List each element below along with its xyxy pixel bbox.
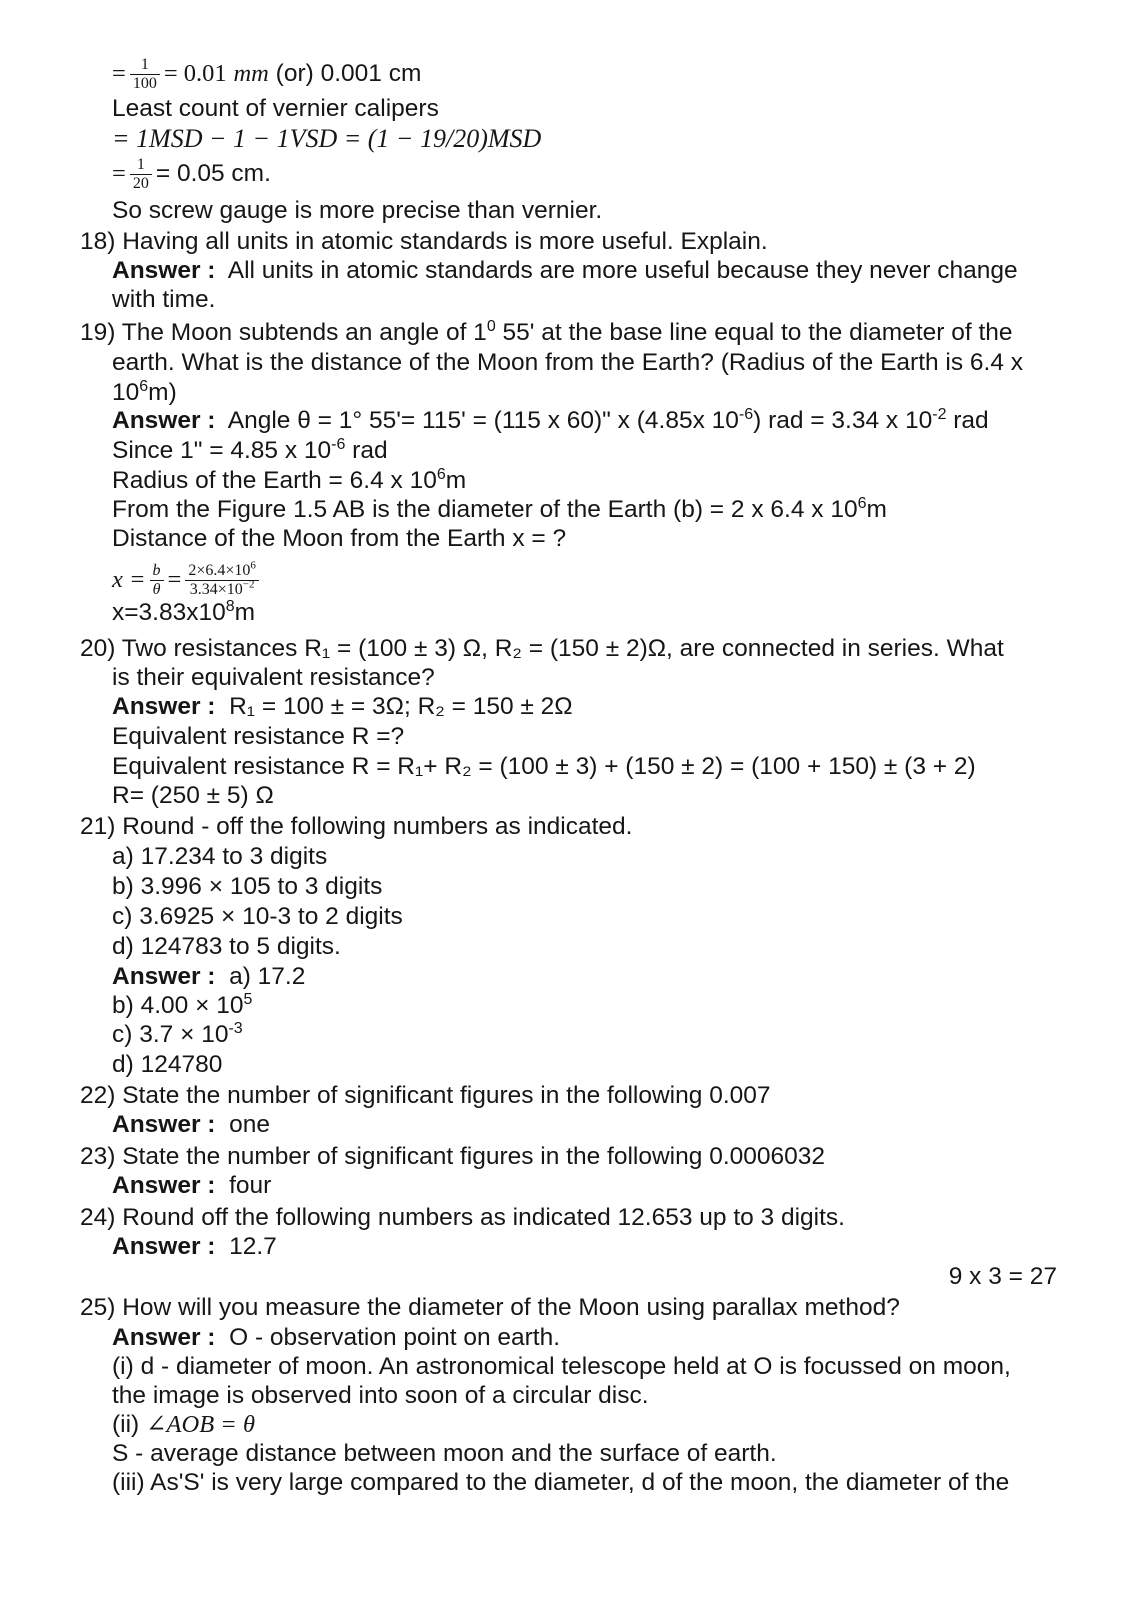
answer-19-line-4: From the Figure 1.5 AB is the diameter of the Earth (b) = 2 x 6.4 x $10^6m$ [112, 494, 887, 523]
answer-label: Answer : [112, 257, 216, 284]
answer-22: Answer : one [112, 1111, 270, 1138]
answer-19-line-2: Since 1" = 4.85 x $10^{-6}$ rad [112, 435, 388, 464]
answer-19-line-5: Distance of the Moon from the Earth x = ? [112, 525, 567, 552]
answer-25-line-5: S - average distance between moon and the surface of earth. [112, 1440, 777, 1467]
answer-label: Answer : [112, 1172, 216, 1199]
answer-21-line-4: d) 124780 [112, 1051, 223, 1078]
text-line: Least count of vernier calipers [112, 95, 439, 122]
answer-25-line-2: (i) d - diameter of moon. An astronomical telescope held at O is focussed on moon, [112, 1353, 1011, 1380]
answer-label: Answer : [112, 693, 216, 720]
answer-25-line-4: (ii) ∠AOB = θ [112, 1411, 256, 1438]
answer-18-line-2: with time. [112, 286, 216, 313]
question-23: 23) State the number of significant figures in the following 0.0006032 [80, 1143, 826, 1170]
answer-23: Answer : four [112, 1172, 272, 1199]
distance-formula: x = $\frac{b}{\theta}$ = $\frac{2\times 6.4\times 10^6}{3.34\times 10^{-2}}$ [112, 560, 263, 600]
answer-19-result: $x=3.83x10^8m$ [112, 597, 256, 626]
section-marks: 9 x 3 = 27 [948, 1263, 1057, 1290]
list-item: d) 124783 to 5 digits. [112, 933, 341, 960]
text-line: So screw gauge is more precise than vernier. [112, 197, 603, 224]
question-19-line-2: earth. What is the distance of the Moon from the Earth? (Radius of the Earth is 6.4 x [112, 349, 1024, 376]
question-24: 24) Round off the following numbers as indicated 12.653 up to 3 digits. [80, 1204, 845, 1231]
answer-20-line-1: Answer : R₁ = 100 ± = 3Ω; R₂ = 150 ± 2Ω [112, 693, 573, 720]
answer-21-line-2: b) $4.00 \times 10^5$ [112, 990, 253, 1019]
question-21: 21) Round - off the following numbers as indicated. [80, 813, 633, 840]
answer-25-line-6: (iii) As'S' is very large compared to the diameter, d of the moon, the diameter of the [112, 1469, 1010, 1496]
answer-19-line-1: Answer : Angle θ = 1° 55'= 115' = (115 x 60)" x (4.85x $10^{-6}$) rad = 3.34 x $10^{-2}$ rad [112, 405, 989, 434]
list-item: c) 3.6925 × 10-3 to 2 digits [112, 903, 403, 930]
answer-24: Answer : 12.7 [112, 1233, 277, 1260]
answer-18-line-1: Answer : All units in atomic standards are more useful because they never change [112, 257, 1018, 284]
question-20-line-1: 20) Two resistances R₁ = (100 ± 3) Ω, R₂ = (150 ± 2)Ω, are connected in series. What [80, 635, 1004, 662]
answer-20-line-2: Equivalent resistance R =? [112, 723, 405, 750]
answer-label: Answer : [112, 1111, 216, 1138]
question-22: 22) State the number of significant figures in the following 0.007 [80, 1082, 771, 1109]
answer-20-line-4: R= (250 ± 5) Ω [112, 782, 274, 809]
fraction-1-over-20: $\frac{1}{20}$ [130, 156, 152, 193]
answer-25-line-3: the image is observed into soon of a circular disc. [112, 1382, 649, 1409]
question-25: 25) How will you measure the diameter of the Moon using parallax method? [80, 1294, 900, 1321]
answer-label: Answer : [112, 963, 216, 990]
list-item: a) 17.234 to 3 digits [112, 843, 328, 870]
fraction-b-over-theta: $\frac{b}{\theta}$ [150, 562, 164, 599]
answer-20-line-3: Equivalent resistance R = R₁+ R₂ = (100 ± 3) + (150 ± 2) = (100 + 150) ± (3 + 2) [112, 753, 976, 780]
fraction-distance-values: $\frac{2\times 6.4\times 10^6}{3.34\times 10^{-2}}$ [185, 562, 259, 599]
question-19-line-3: $10^6m$) [112, 377, 177, 406]
answer-25-line-1: Answer : O - observation point on earth. [112, 1324, 561, 1351]
answer-label: Answer : [112, 1233, 216, 1260]
fraction-line-2: = $\frac{1}{20}$ = 0.05 cm. [112, 156, 271, 192]
answer-label: Answer : [112, 1324, 216, 1351]
question-20-line-2: is their equivalent resistance? [112, 664, 435, 691]
equation-line: = 1MSD − 1 − 1VSD = (1 − 19/20)MSD [112, 124, 542, 153]
fraction-line-1: = $\frac{1}{100}$ = 0.01 mm (or) 0.001 cm [112, 56, 422, 92]
question-19-line-1: 19) The Moon subtends an angle of $1^0$ 55' at the base line equal to the diameter of the [80, 317, 1013, 346]
answer-label: Answer : [112, 407, 216, 434]
answer-19-line-3: Radius of the Earth = 6.4 x $10^6m$ [112, 465, 467, 494]
answer-21-line-3: c) $3.7 \times 10^{-3}$ [112, 1019, 243, 1048]
fraction-1-over-100: $\frac{1}{100}$ [130, 56, 160, 93]
answer-21-line-1: Answer : a) 17.2 [112, 963, 306, 990]
list-item: b) 3.996 × 105 to 3 digits [112, 873, 383, 900]
question-18: 18) Having all units in atomic standards is more useful. Explain. [80, 228, 768, 255]
